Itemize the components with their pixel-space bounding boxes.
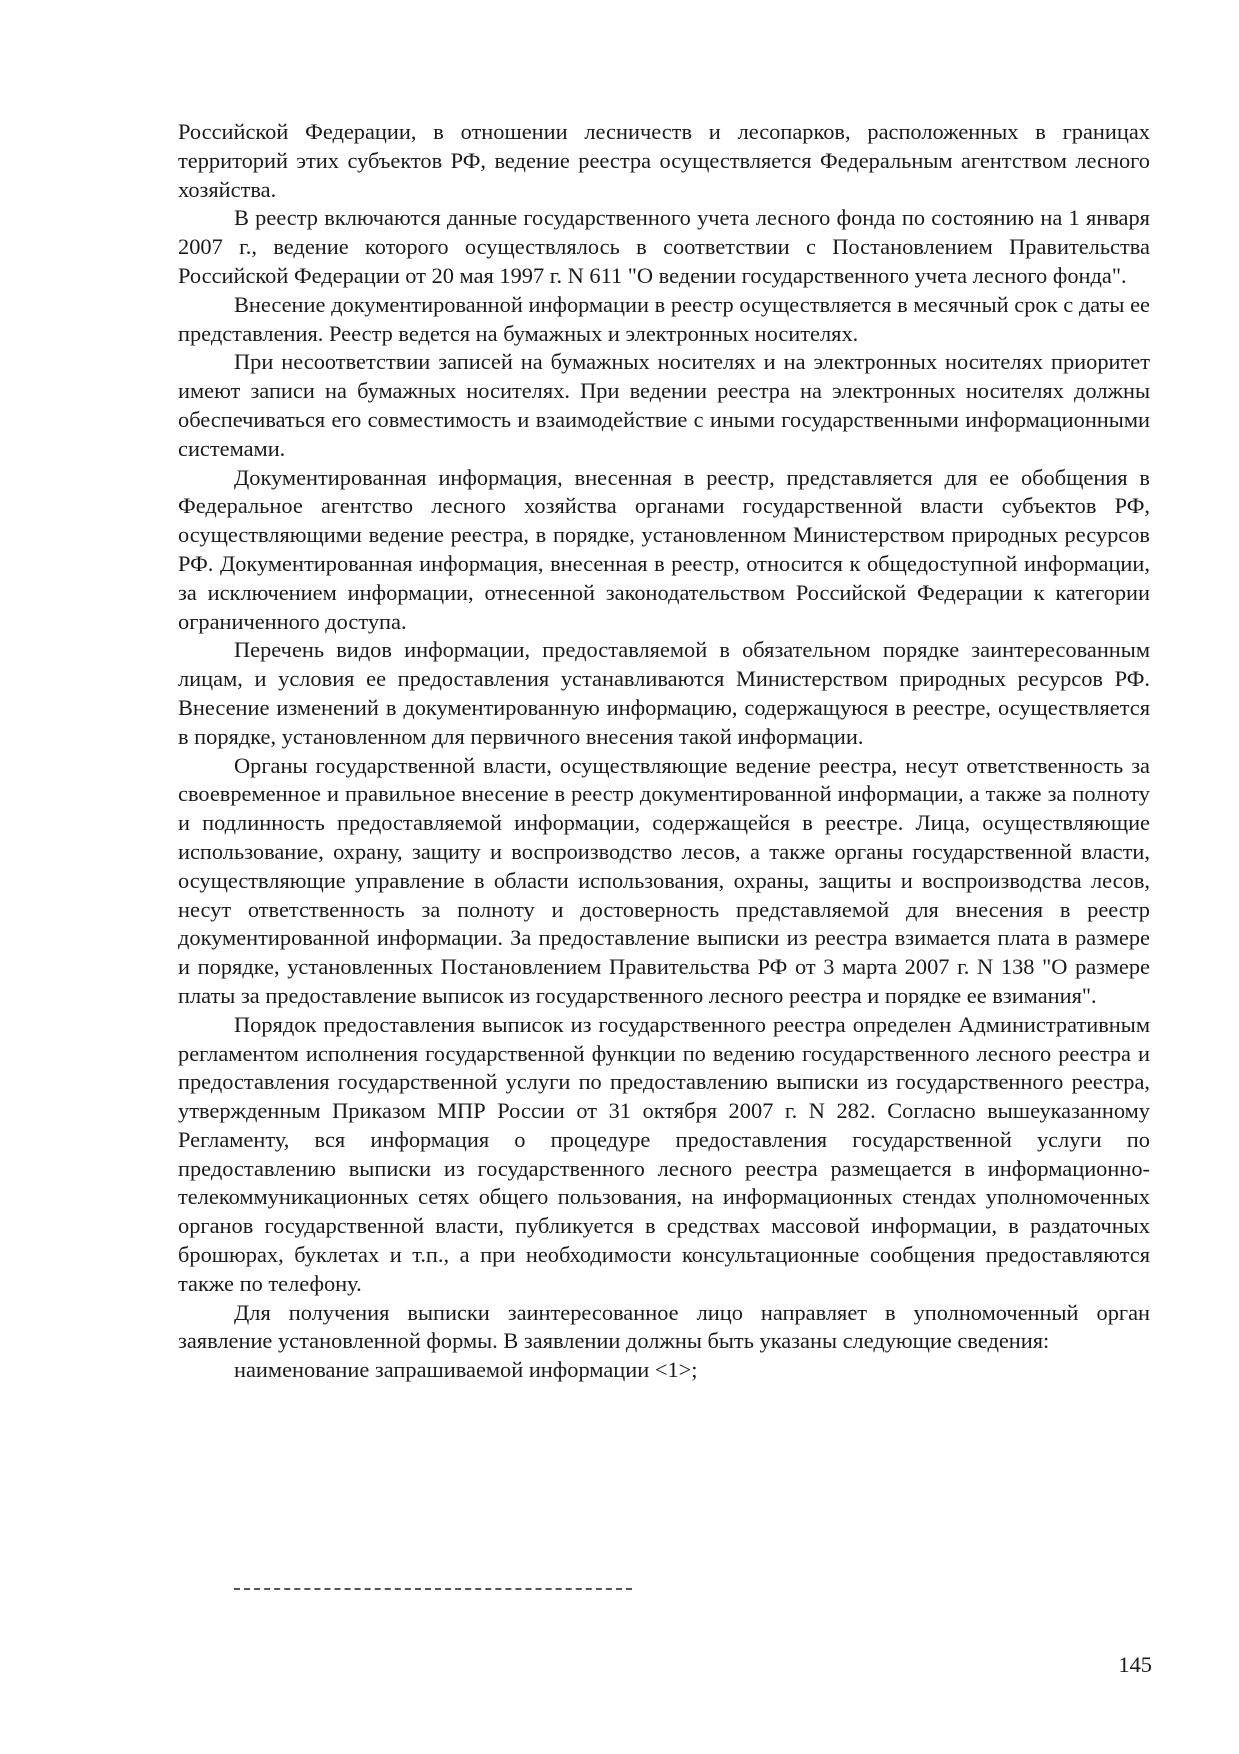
paragraph-extract-procedure: Порядок предоставления выписок из государственного реестра определен Административным регламентом исполнения государственной функции по ведению государственного лесного реестра и предоставления государственной услуги по предоставлению выписки из государственного реестра, утвержденным Приказом МПР России от 31 октября 2007 г. N 282. Согласно вышеуказанному Регламенту, вся информация о процедуре предоставления государственной услуги по предоставлению выписки из государственного лесного реестра размещается в информационно-телекоммуникационных сетях общего пользования, на информационных стендах уполномоченных органов государственной власти, публикуется в средствах массовой информации, в раздаточных брошюрах, буклетах и т.п., а при необходимости консультационные сообщения предоставляются также по телефону. [178, 1011, 1150, 1296]
body-text [178, 118, 1150, 1385]
paragraph-list-item: наименование запрашиваемой информации <1>; [234, 1357, 698, 1383]
paragraph-entry-deadline: Внесение документированной информации в реестр осуществляется в месячный срок с даты ее представления. Реестр ведется на бумажных и электронных носителях. [178, 291, 1150, 346]
paragraph-information-list: Перечень видов информации, предоставляемой в обязательном порядке заинтересованным лицам, и условия ее предоставления устанавливаются Министерством природных ресурсов РФ. Внесение изменений в документированную информацию, содержащуюся в реестре, осуществляется в порядке, установленном для первичного внесения такой информации. [178, 637, 1150, 749]
paragraph-paper-priority: При несоответствии записей на бумажных носителях и на электронных носителях приоритет имеют записи на бумажных носителях. При ведении реестра на электронных носителях должны обеспечиваться его совместимость и взаимодействие с иными государственными информационными системами. [178, 349, 1150, 461]
paragraph-information-submission: Документированная информация, внесенная в реестр, представляется для ее обобщения в Федеральное агентство лесного хозяйства органами государственной власти субъектов РФ, осуществляющими ведение реестра, в порядке, установленном Министерством природных ресурсов РФ. Документированная информация, внесенная в реестр, относится к общедоступной информации, за исключением информации, отнесенной законодательством Российской Федерации к категории ограниченного доступа. [178, 464, 1150, 634]
footnote-separator [234, 1588, 632, 1590]
page-number: 145 [1118, 1652, 1152, 1677]
paragraph-registry-contents: В реестр включаются данные государственного учета лесного фонда по состоянию на 1 января 2007 г., ведение которого осуществлялось в соответствии с Постановлением Правительства Российской Федерации от 20 мая 1997 г. N 611 "О ведении государственного учета лесного фонда". [178, 205, 1150, 288]
paragraph-continuation: Российской Федерации, в отношении лесничеств и лесопарков, расположенных в границах территорий этих субъектов РФ, ведение реестра осуществляется Федеральным агентством лесного хозяйства. [178, 119, 1150, 202]
paragraph-responsibility: Органы государственной власти, осуществляющие ведение реестра, несут ответственность за своевременное и правильное внесение в реестр документированной информации, а также за полноту и подлинность предоставляемой информации, содержащейся в реестре. Лица, осуществляющие использование, охрану, защиту и воспроизводство лесов, а также органы государственной власти, осуществляющие управление в области использования, охраны, защиты и воспроизводства лесов, несут ответственность за полноту и достоверность представляемой для внесения в реестр документированной информации. За предоставление выписки из реестра взимается плата в размере и порядке, установленных Постановлением Правительства РФ от 3 марта 2007 г. N 138 "О размере платы за предоставление выписок из государственного лесного реестра и порядке ее взимания". [178, 752, 1150, 1008]
paragraph-application: Для получения выписки заинтересованное лицо направляет в уполномоченный орган заявление установленной формы. В заявлении должны быть указаны следующие сведения: [178, 1299, 1150, 1354]
